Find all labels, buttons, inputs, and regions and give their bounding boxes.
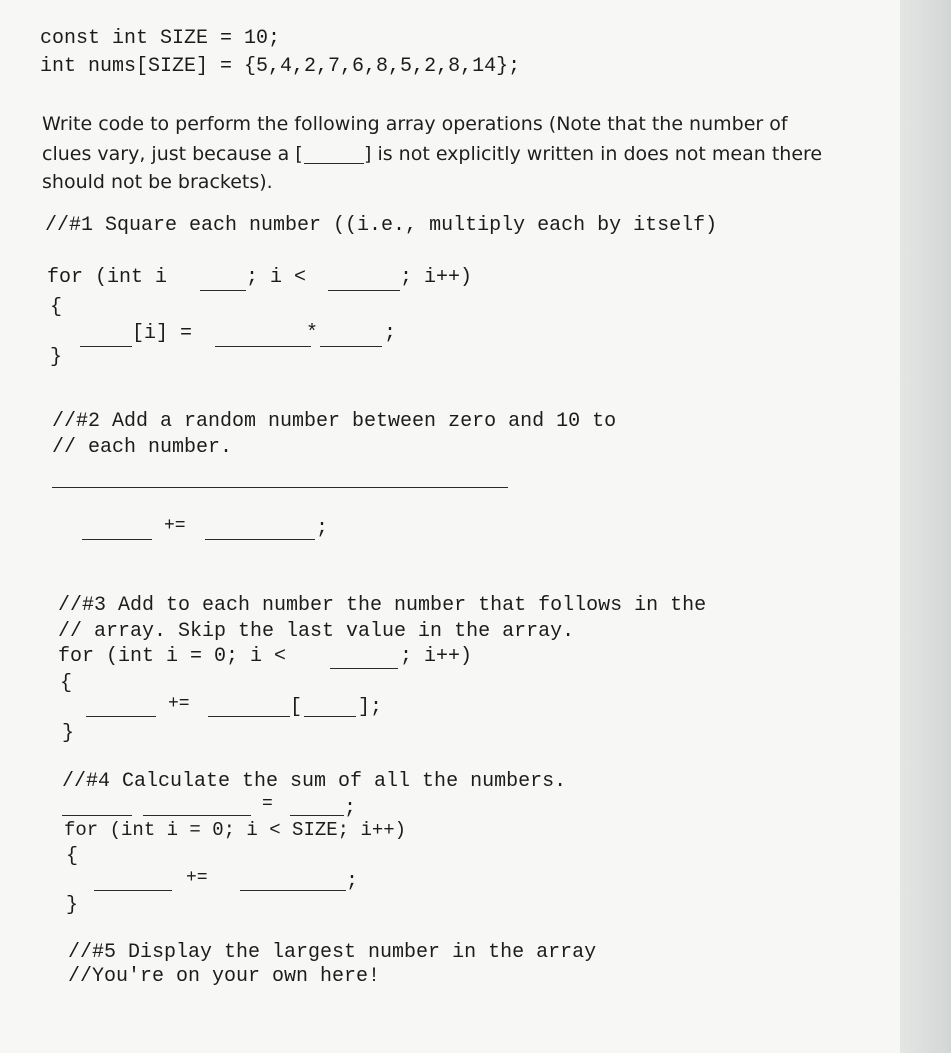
q3-open-brace: { bbox=[60, 672, 73, 695]
q2-full-line-blank[interactable] bbox=[52, 487, 508, 488]
q2-target-blank[interactable] bbox=[82, 539, 152, 540]
q1-operand2-blank[interactable] bbox=[320, 346, 382, 347]
q4-for-text: for (int i = 0; i < SIZE; i++) bbox=[64, 819, 407, 841]
q4-target-blank[interactable] bbox=[94, 890, 172, 891]
q4-init-blank[interactable] bbox=[290, 815, 344, 816]
q3-increment-text: ; i++) bbox=[400, 645, 473, 668]
q4-close-brace: } bbox=[66, 894, 79, 917]
q1-init-blank[interactable] bbox=[200, 290, 246, 291]
q3-comment-line-2: // array. Skip the last value in the array. bbox=[58, 620, 575, 643]
q1-comment: //#1 Square each number ((i.e., multiply each by itself) bbox=[45, 214, 718, 237]
q4-comment: //#4 Calculate the sum of all the numbers. bbox=[62, 770, 567, 793]
q2-comment-line-1: //#2 Add a random number between zero and 10 to bbox=[52, 410, 617, 433]
q4-open-brace: { bbox=[66, 845, 79, 868]
instructions-line-1: Write code to perform the following array operations (Note that the number of bbox=[42, 113, 788, 135]
q3-index-blank[interactable] bbox=[304, 716, 356, 717]
q3-comment-line-1: //#3 Add to each number the number that follows in the bbox=[58, 594, 707, 617]
q1-increment-text: ; i++) bbox=[400, 266, 473, 289]
q1-limit-blank[interactable] bbox=[328, 290, 400, 291]
q3-limit-blank[interactable] bbox=[330, 668, 398, 669]
instructions-line-2a: clues vary, just because a [ bbox=[42, 143, 303, 165]
q4-type-blank[interactable] bbox=[62, 815, 132, 816]
q3-left-bracket: [ bbox=[290, 696, 303, 719]
q1-index-text: [i] = bbox=[132, 322, 193, 345]
code-size-declaration: const int SIZE = 10; bbox=[40, 27, 281, 50]
q4-semicolon-2: ; bbox=[346, 870, 359, 893]
q1-semicolon: ; bbox=[384, 322, 397, 345]
q1-open-brace: { bbox=[50, 296, 63, 319]
q3-close-brace: } bbox=[62, 722, 75, 745]
q3-plus-equals: += bbox=[168, 694, 190, 714]
code-array-declaration: int nums[SIZE] = {5,4,2,7,6,8,5,2,8,14}; bbox=[40, 55, 521, 78]
instructions-line-2b: ] is not explicitly written in does not mean there bbox=[364, 143, 823, 165]
q4-variable-blank[interactable] bbox=[143, 815, 251, 816]
q2-semicolon: ; bbox=[316, 517, 329, 540]
q1-condition-text: ; i < bbox=[246, 266, 307, 289]
q3-right-bracket: ]; bbox=[358, 696, 383, 719]
q1-close-brace: } bbox=[50, 346, 63, 369]
q1-array-blank[interactable] bbox=[80, 346, 132, 347]
instructions-line-3: should not be brackets). bbox=[42, 171, 273, 193]
q4-plus-equals: += bbox=[186, 868, 208, 888]
q1-for-keyword: for (int i bbox=[47, 266, 168, 289]
q3-target-blank[interactable] bbox=[86, 716, 156, 717]
q2-value-blank[interactable] bbox=[205, 539, 315, 540]
q4-semicolon: ; bbox=[344, 797, 357, 820]
q1-multiply-sign: * bbox=[306, 322, 319, 345]
q4-equals-sign: = bbox=[262, 794, 273, 814]
q3-array-blank[interactable] bbox=[208, 716, 290, 717]
q3-for-text: for (int i = 0; i < bbox=[58, 645, 287, 668]
page-edge-shadow bbox=[900, 0, 951, 1053]
q2-comment-line-2: // each number. bbox=[52, 436, 233, 459]
q5-comment-line-2: //You're on your own here! bbox=[68, 965, 381, 988]
q2-plus-equals: += bbox=[164, 516, 186, 536]
q1-operand1-blank[interactable] bbox=[215, 346, 311, 347]
instructions-bracket-blank bbox=[304, 163, 364, 164]
q4-value-blank[interactable] bbox=[240, 890, 346, 891]
q5-comment-line-1: //#5 Display the largest number in the array bbox=[68, 941, 597, 964]
